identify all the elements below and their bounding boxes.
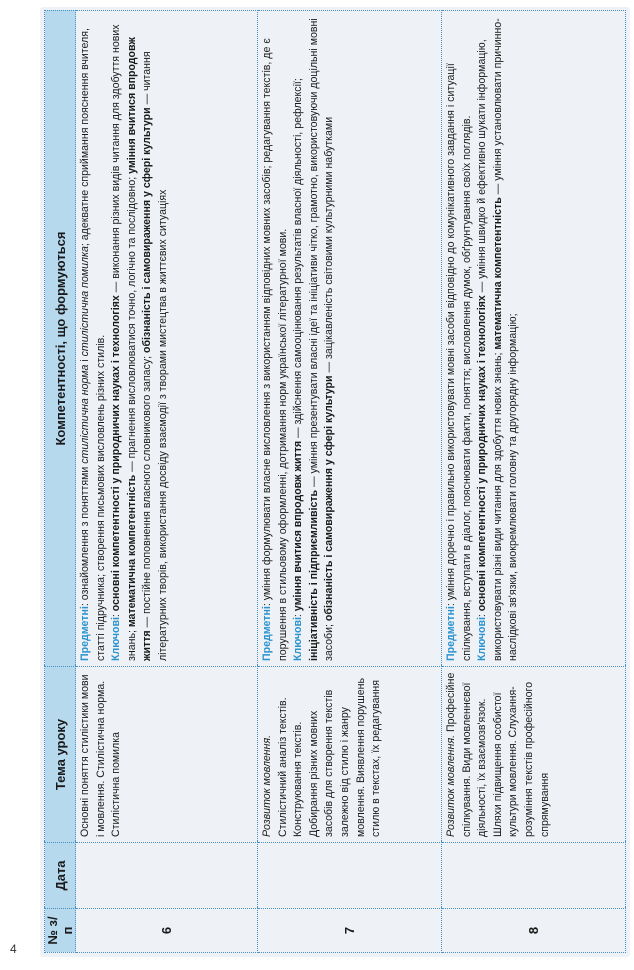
table-row: [76, 11, 258, 953]
subject-text: : уміння доречно і правильно використовувати мовні засоби відповідно до комунікативного завдання і ситуації спілкування, вступати в діалог, пояснювати факти, поняття; висловлення думок, обґрунтування своїх поглядів.: [445, 63, 473, 661]
key-text: — зацікавленість світовими культурними набутками: [323, 116, 336, 376]
key-competence: математична компетентність: [125, 474, 138, 628]
header-date: Дата: [45, 843, 76, 909]
key-competence: ініціативність і підприємливість: [307, 489, 320, 661]
row-competences: [258, 11, 442, 667]
page-number: 4: [10, 942, 17, 956]
topic-italic: Розвиток мовлення.: [261, 734, 273, 837]
table-row: [442, 11, 626, 953]
row-number: 7: [258, 909, 442, 953]
key-competence: основні компетентності у природничих науках і технологіях: [110, 295, 123, 612]
row-number: 6: [76, 909, 258, 953]
key-competence: уміння вчитися впродовж життя: [125, 37, 154, 661]
subject-text: і: [79, 356, 91, 365]
row-topic: [258, 667, 442, 843]
row-competences: [442, 11, 626, 667]
key-text: :: [476, 611, 489, 618]
key-text: — виконання різних видів читання для здобуття нових знань;: [110, 24, 138, 661]
key-text: — постійне поповнення власного словникового запасу;: [141, 352, 154, 631]
topic-italic: Розвиток мовлення.: [445, 734, 457, 837]
topic-text: Стилістичний аналіз текстів. Конструювання текстів. Добирання різних мовних засобів для створення текстів залежно від стилю і жанру мовлення. Виявлення порушень стилю в текстах, їх редагування: [276, 678, 383, 837]
row-competences: [76, 11, 258, 667]
key-competence: обізнаність і самовираження у сфері культури: [141, 107, 154, 353]
subject-label: Предметні: [79, 606, 91, 661]
row-topic: [442, 667, 626, 843]
subject-label: Предметні: [261, 606, 273, 661]
key-text: — здійснення самооцінювання результатів власної діяльності, рефлексії;: [292, 78, 305, 441]
subject-text: : уміння формулювати власне висловлення з використанням відповідних мовних засобів; редагування текстів, де є порушення в стильовому оформленні, дотримання норм української літературної мови.: [261, 38, 289, 661]
topic-text: Основні поняття стилістики мови і мовлення. Стилістична норма. Стилістична помилка: [79, 674, 123, 837]
key-text: — читання літературних творів, використання досвіду взаємодії з творами мистецтва в життєвих ситуаціях: [141, 51, 169, 661]
key-text: :: [110, 611, 123, 618]
subject-text: : ознайомлення з поняттями: [79, 463, 91, 607]
topic-text: Професійне спілкування. Види мовленнєвої діяльності, їх взаємозв'язок. Шляхи підвищення особистої культури мовлення. Слухання-розуміння текстів професійного спрямування: [445, 672, 551, 837]
subject-text: ; адекватне сприймання пояснення вчителя, статті підручника; створення письмових висловлень різних стилів.: [79, 28, 107, 661]
key-text: — уміння установлювати причинно-наслідкові зв'язки, виокремлювати головну та другорядну інформацію;: [491, 18, 520, 661]
key-text: :: [292, 611, 305, 618]
key-competence: основні компетентності у природничих науках і технологіях: [476, 295, 489, 612]
header-num: № з/п: [45, 909, 76, 953]
lesson-plan-table: [44, 10, 626, 953]
key-label: Ключові: [110, 617, 123, 661]
table-header-row: [45, 11, 76, 953]
key-competence: обізнаність і самовираження у сфері культури: [323, 375, 336, 622]
subject-term: стилістична норма: [79, 364, 91, 464]
key-text: — уміння швидко й ефективно шукати інформацію, використовувати різні види читання для здобуття нових знань;: [476, 39, 504, 661]
key-competence: математична компетентність: [491, 197, 504, 350]
key-text: — прагнення висловлюватися точно, логічно та послідовно;: [125, 173, 138, 475]
key-label: Ключові: [476, 617, 489, 661]
subject-label: Предметні: [445, 606, 457, 661]
row-topic: [76, 667, 258, 843]
row-date: [258, 843, 442, 909]
key-text: — уміння презентувати власні ідеї та ініціативи чітко, грамотно, використовуючи доцільні мовні засоби;: [307, 18, 336, 661]
key-competence: уміння вчитися впродовж життя: [292, 440, 305, 612]
header-topic: Тема уроку: [45, 667, 76, 843]
row-date: [76, 843, 258, 909]
rotated-table-container: [44, 11, 626, 953]
row-number: 8: [442, 909, 626, 953]
row-date: [442, 843, 626, 909]
key-label: Ключові: [292, 617, 305, 661]
header-competences: Компетентності, що формуються: [45, 11, 76, 667]
subject-term: стилістична помилка: [79, 246, 91, 357]
table-row: [258, 11, 442, 953]
